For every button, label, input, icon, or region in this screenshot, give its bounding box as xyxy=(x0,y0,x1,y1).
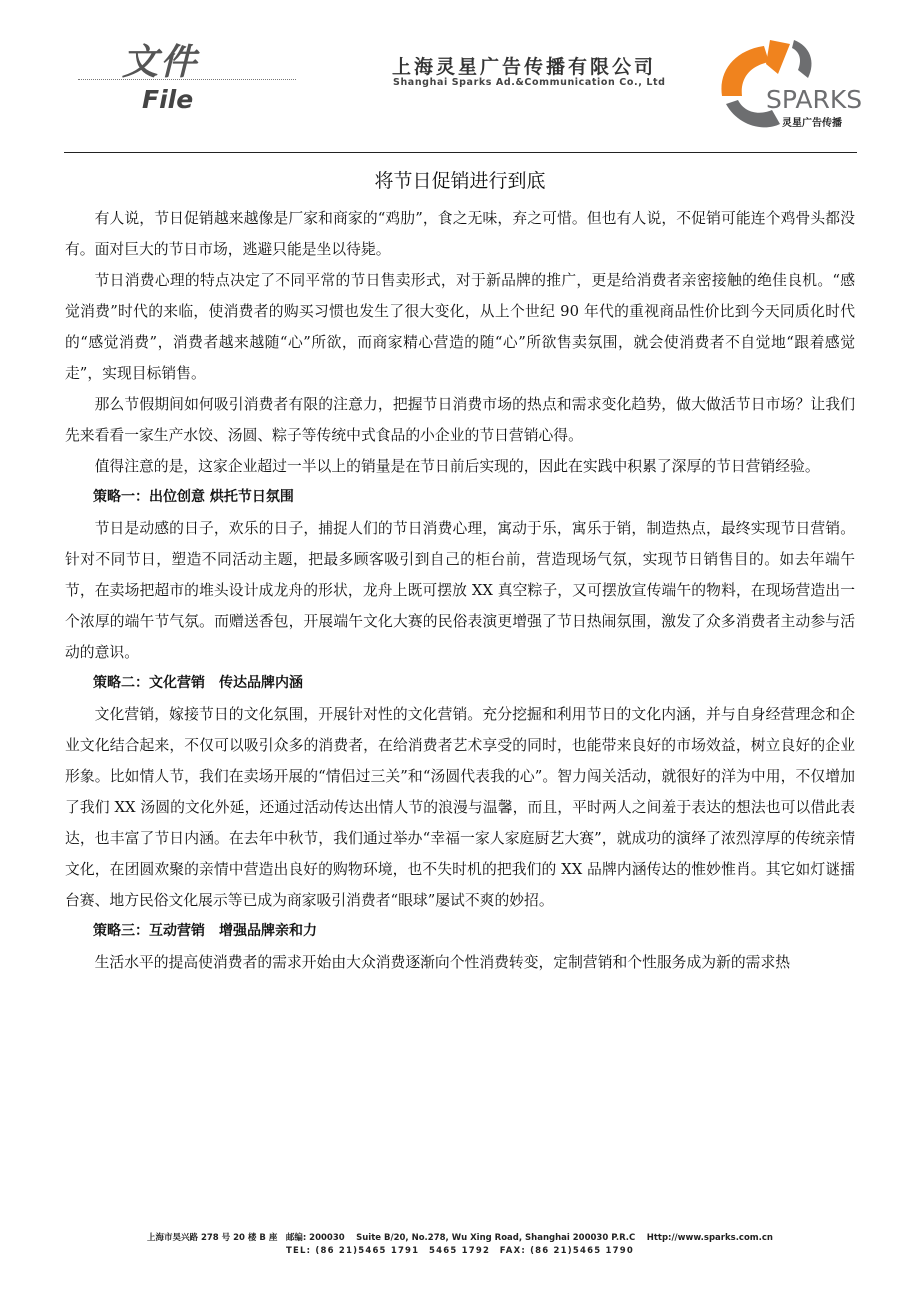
logo-gray-arc xyxy=(792,40,812,78)
doc-label-cn: 文件 xyxy=(122,42,199,83)
header-rule xyxy=(64,152,857,153)
strategy-heading: 策略二：文化营销 传达品牌内涵 xyxy=(93,675,303,691)
article-body xyxy=(65,203,855,978)
logo-cn-text: 灵星广告传播 xyxy=(782,118,842,129)
paragraph: 值得注意的是，这家企业超过一半以上的销量是在节日前后实现的，因此在实践中积累了深厚的节日营销经验。 xyxy=(94,458,820,475)
logo-orange-swoosh xyxy=(721,46,769,96)
company-name-en: Shanghai Sparks Ad.&Communication Co., Ltd xyxy=(393,77,666,88)
page-title: 将节日促销进行到底 xyxy=(374,170,546,192)
logo-wordmark: SPARKS xyxy=(766,85,863,114)
footer-address: 上海市昊兴路 278 号 20 楼 B 座 邮编: 200030 Suite B/20, No.278, Wu Xing Road, Shanghai 200030 P.R.C Http://www.sparks.com.cn xyxy=(147,1233,773,1243)
paragraph: 节日消费心理的特点决定了不同平常的节日售卖形式，对于新品牌的推广，更是给消费者亲密接触的绝佳良机。“感觉消费”时代的来临，使消费者的购买习惯也发生了很大变化，从上个世纪 90 年代的重视商品性价比到今天同质化时代的“感觉消费”，消费者越来越随“心”所欲，而商家精心营造的随“心”所欲售卖氛围，就会使消费者不自觉地“跟着感觉走”，实现目标销售。 xyxy=(65,272,855,382)
logo-orange-hook xyxy=(766,40,790,74)
dotted-divider xyxy=(78,79,296,80)
paragraph: 生活水平的提高使消费者的需求开始由大众消费逐渐向个性消费转变，定制营销和个性服务成为新的需求热 xyxy=(94,954,791,971)
doc-label-en: File xyxy=(142,85,194,114)
paragraph: 节日是动感的日子，欢乐的日子，捕捉人们的节日消费心理，寓动于乐，寓乐于销，制造热点，最终实现节日营销。针对不同节日，塑造不同活动主题，把最多顾客吸引到自己的柜台前，营造现场气氛，实现节日销售目的。如去年端午节，在卖场把超市的堆头设计成龙舟的形状，龙舟上既可摆放 XX 真空粽子，又可摆放宣传端午的物料，在现场营造出一个浓厚的端午节气氛。而赠送香包，开展端午文化大赛的民俗表演更增强了节日热闹氛围，激发了众多消费者主动参与活动的意识。 xyxy=(65,520,855,661)
strategy-heading: 策略一：出位创意 烘托节日氛围 xyxy=(93,489,294,505)
paragraph: 文化营销，嫁接节日的文化氛围，开展针对性的文化营销。充分挖掘和利用节日的文化内涵，并与自身经营理念和企业文化结合起来，不仅可以吸引众多的消费者，在给消费者艺术享受的同时，也能带来良好的市场效益，树立良好的企业形象。比如情人节，我们在卖场开展的“情侣过三关”和“汤圆代表我的心”。智力闯关活动，就很好的洋为中用，不仅增加了我们 XX 汤圆的文化外延，还通过活动传达出情人节的浪漫与温馨，而且，平时两人之间羞于表达的想法也可以借此表达，也丰富了节日内涵。在去年中秋节，我们通过举办“幸福一家人家庭厨艺大赛”，就成功的演绎了浓烈淳厚的传统亲情文化，在团圆欢聚的亲情中营造出良好的购物环境，也不失时机的把我们的 XX 品牌内涵传达的惟妙惟肖。其它如灯谜擂台赛、地方民俗文化展示等已成为商家吸引消费者“眼球”屡试不爽的妙招。 xyxy=(65,706,855,909)
paragraph: 那么节假期间如何吸引消费者有限的注意力，把握节日消费市场的热点和需求变化趋势，做大做活节日市场？让我们先来看看一家生产水饺、汤圆、粽子等传统中式食品的小企业的节日营销心得。 xyxy=(65,396,855,444)
paragraph: 有人说，节日促销越来越像是厂家和商家的“鸡肋”，食之无味，弃之可惜。但也有人说，不促销可能连个鸡骨头都没有。面对巨大的节日市场，逃避只能是坐以待毙。 xyxy=(65,210,855,258)
footer-contact: TEL: (86 21)5465 1791 5465 1792 FAX: (86 21)5465 1790 xyxy=(286,1246,634,1256)
company-name-cn: 上海灵星广告传播有限公司 xyxy=(392,56,657,78)
strategy-heading: 策略三：互动营销 增强品牌亲和力 xyxy=(93,923,317,939)
doc-type-block xyxy=(78,30,296,120)
